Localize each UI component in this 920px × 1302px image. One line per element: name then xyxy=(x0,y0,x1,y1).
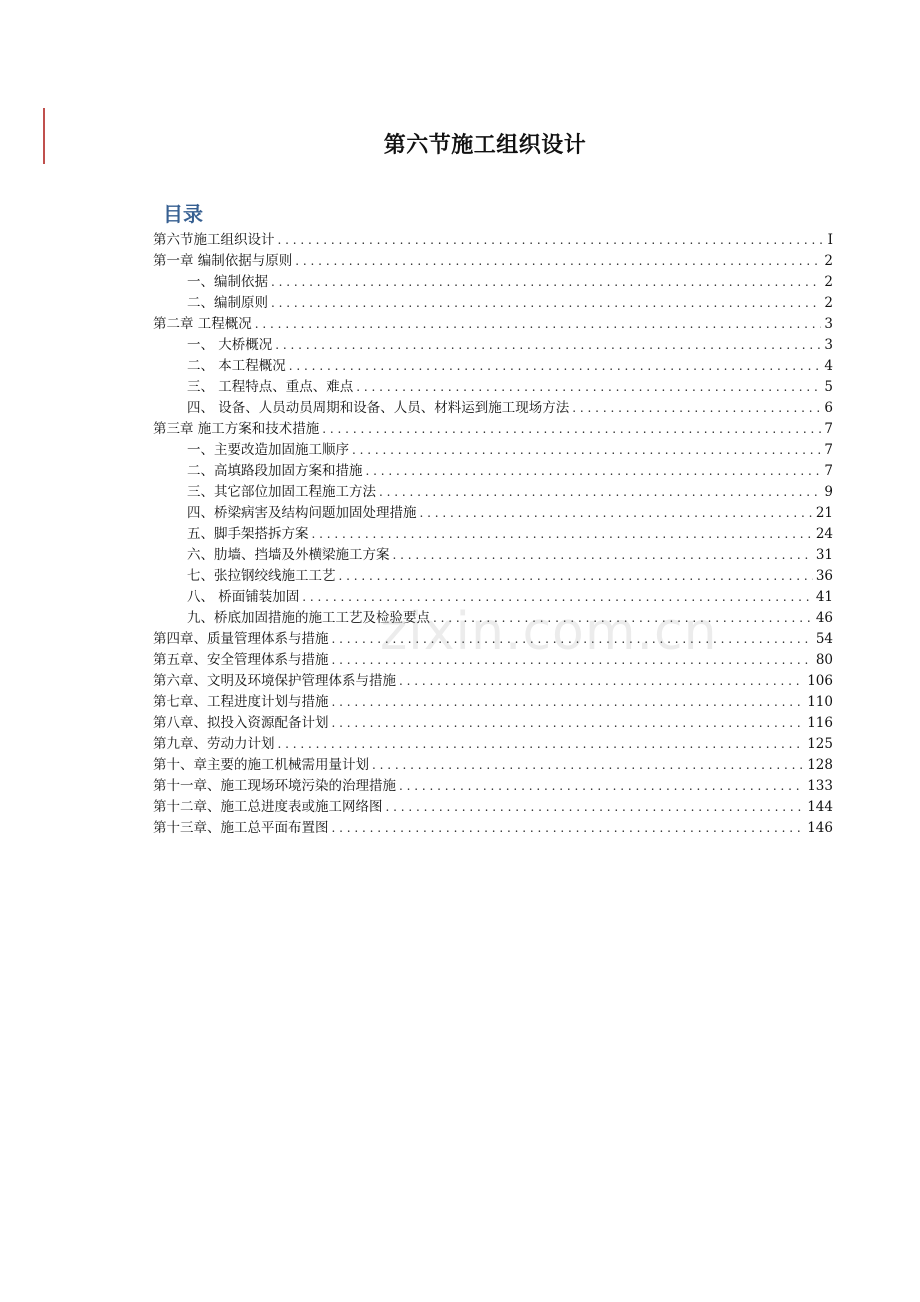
toc-entry-page: 144 xyxy=(807,799,833,815)
toc-entry[interactable] xyxy=(153,818,833,839)
toc-entry-title: 三、 工程特点、重点、难点 xyxy=(187,379,354,395)
toc-entry[interactable] xyxy=(153,440,833,461)
toc-entry[interactable] xyxy=(153,398,833,419)
toc-dot-leader xyxy=(386,797,805,818)
toc-entry[interactable] xyxy=(153,482,833,503)
toc-entry[interactable] xyxy=(153,461,833,482)
toc-entry-title: 第七章、工程进度计划与措施 xyxy=(153,694,329,710)
toc-entry-title: 第十三章、施工总平面布置图 xyxy=(153,820,329,836)
toc-heading: 目录 xyxy=(163,202,203,226)
toc-entry-title: 第二章 工程概况 xyxy=(153,316,252,332)
toc-entry[interactable] xyxy=(153,629,833,650)
toc-entry[interactable] xyxy=(153,545,833,566)
toc-dot-leader xyxy=(332,713,805,734)
toc-entry[interactable] xyxy=(153,524,833,545)
toc-dot-leader xyxy=(332,818,805,839)
toc-dot-leader xyxy=(399,671,804,692)
toc-entry-page: I xyxy=(827,232,833,248)
toc-entry-page: 116 xyxy=(807,715,833,731)
toc-dot-leader xyxy=(366,461,822,482)
toc-dot-leader xyxy=(295,251,821,272)
toc-entry-title: 第十二章、施工总进度表或施工网络图 xyxy=(153,799,383,815)
toc-entry-page: 3 xyxy=(824,337,833,353)
toc-entry-title: 第六节施工组织设计 xyxy=(153,232,275,248)
toc-entry-title: 第八章、拟投入资源配备计划 xyxy=(153,715,329,731)
toc-entry[interactable] xyxy=(153,272,833,293)
toc-dot-leader xyxy=(339,566,813,587)
toc-entry-page: 24 xyxy=(815,526,833,542)
toc-entry[interactable] xyxy=(153,335,833,356)
toc-entry-title: 第五章、安全管理体系与措施 xyxy=(153,652,329,668)
toc-dot-leader xyxy=(271,272,821,293)
toc-entry[interactable] xyxy=(153,587,833,608)
toc-dot-leader xyxy=(278,734,805,755)
toc-entry[interactable] xyxy=(153,503,833,524)
toc-entry-title: 二、编制原则 xyxy=(187,295,268,311)
toc-dot-leader xyxy=(572,398,821,419)
toc-entry[interactable] xyxy=(153,797,833,818)
toc-entry[interactable] xyxy=(153,608,833,629)
toc-dot-leader xyxy=(275,335,821,356)
toc-entry-page: 6 xyxy=(824,400,833,416)
toc-entry-page: 9 xyxy=(824,484,833,500)
toc-entry-title: 七、张拉钢绞线施工工艺 xyxy=(187,568,336,584)
toc-entry[interactable] xyxy=(153,314,833,335)
toc-dot-leader xyxy=(379,482,821,503)
toc-entry[interactable] xyxy=(153,713,833,734)
toc-dot-leader xyxy=(332,650,813,671)
toc-entry[interactable] xyxy=(153,650,833,671)
toc-entry[interactable] xyxy=(153,692,833,713)
toc-dot-leader xyxy=(255,314,822,335)
toc-dot-leader xyxy=(356,377,821,398)
toc-entry[interactable] xyxy=(153,734,833,755)
toc-entry[interactable] xyxy=(153,755,833,776)
toc-entry-title: 第六章、文明及环境保护管理体系与措施 xyxy=(153,673,396,689)
toc-entry[interactable] xyxy=(153,230,833,251)
toc-entry-title: 第三章 施工方案和技术措施 xyxy=(153,421,320,437)
toc-entry-title: 一、编制依据 xyxy=(187,274,268,290)
toc-entry-title: 第十一章、施工现场环境污染的治理措施 xyxy=(153,778,396,794)
toc-entry-title: 九、桥底加固措施的施工工艺及检验要点 xyxy=(187,610,430,626)
toc-entry-page: 3 xyxy=(824,316,833,332)
toc-entry-title: 三、其它部位加固工程施工方法 xyxy=(187,484,376,500)
toc-entry-page: 7 xyxy=(824,442,833,458)
toc-entry-title: 第九章、劳动力计划 xyxy=(153,736,275,752)
toc-entry[interactable] xyxy=(153,377,833,398)
toc-entry-title: 六、肋墙、挡墙及外横梁施工方案 xyxy=(187,547,390,563)
toc-entry-page: 2 xyxy=(824,295,833,311)
toc-dot-leader xyxy=(433,608,813,629)
toc-entry-page: 110 xyxy=(807,694,833,710)
toc-entry-page: 5 xyxy=(824,379,833,395)
toc-entry[interactable] xyxy=(153,293,833,314)
toc-dot-leader xyxy=(271,293,821,314)
toc-entry-page: 41 xyxy=(815,589,833,605)
toc-entry-page: 80 xyxy=(815,652,833,668)
toc-entry-title: 一、主要改造加固施工顺序 xyxy=(187,442,349,458)
toc-dot-leader xyxy=(289,356,822,377)
toc-dot-leader xyxy=(399,776,804,797)
table-of-contents xyxy=(153,230,833,839)
toc-entry[interactable] xyxy=(153,356,833,377)
toc-dot-leader xyxy=(322,419,821,440)
toc-entry-title: 五、脚手架搭拆方案 xyxy=(187,526,309,542)
toc-entry[interactable] xyxy=(153,419,833,440)
toc-entry-title: 第十、章主要的施工机械需用量计划 xyxy=(153,757,369,773)
toc-entry-title: 四、 设备、人员动员周期和设备、人员、材料运到施工现场方法 xyxy=(187,400,570,416)
toc-entry-title: 二、高填路段加固方案和措施 xyxy=(187,463,363,479)
toc-entry-title: 第四章、质量管理体系与措施 xyxy=(153,631,329,647)
toc-entry-page: 21 xyxy=(815,505,833,521)
toc-dot-leader xyxy=(393,545,813,566)
toc-entry-page: 46 xyxy=(815,610,833,626)
toc-entry[interactable] xyxy=(153,566,833,587)
toc-entry-page: 36 xyxy=(815,568,833,584)
toc-entry-page: 4 xyxy=(824,358,833,374)
toc-entry[interactable] xyxy=(153,776,833,797)
toc-dot-leader xyxy=(372,755,804,776)
toc-entry-page: 125 xyxy=(807,736,833,752)
toc-entry-page: 7 xyxy=(824,421,833,437)
toc-dot-leader xyxy=(352,440,821,461)
page-title: 第六节施工组织设计 xyxy=(383,132,587,158)
toc-entry-title: 八、 桥面铺装加固 xyxy=(187,589,300,605)
toc-entry[interactable] xyxy=(153,251,833,272)
toc-dot-leader xyxy=(312,524,813,545)
toc-entry-page: 2 xyxy=(824,253,833,269)
toc-dot-leader xyxy=(332,692,805,713)
toc-entry-page: 31 xyxy=(815,547,833,563)
toc-dot-leader xyxy=(278,230,825,251)
toc-entry-title: 二、 本工程概况 xyxy=(187,358,286,374)
toc-dot-leader xyxy=(420,503,813,524)
toc-entry-page: 54 xyxy=(815,631,833,647)
toc-entry-page: 128 xyxy=(807,757,833,773)
toc-entry-page: 2 xyxy=(824,274,833,290)
watermark: zixin.com.cn xyxy=(380,602,718,662)
toc-entry-page: 146 xyxy=(807,820,833,836)
toc-dot-leader xyxy=(332,629,813,650)
toc-entry-page: 106 xyxy=(807,673,833,689)
toc-entry-page: 7 xyxy=(824,463,833,479)
toc-dot-leader xyxy=(302,587,813,608)
toc-entry-title: 四、桥梁病害及结构问题加固处理措施 xyxy=(187,505,417,521)
toc-entry-title: 第一章 编制依据与原则 xyxy=(153,253,293,269)
toc-entry-page: 133 xyxy=(807,778,833,794)
toc-entry[interactable] xyxy=(153,671,833,692)
toc-entry-title: 一、 大桥概况 xyxy=(187,337,273,353)
